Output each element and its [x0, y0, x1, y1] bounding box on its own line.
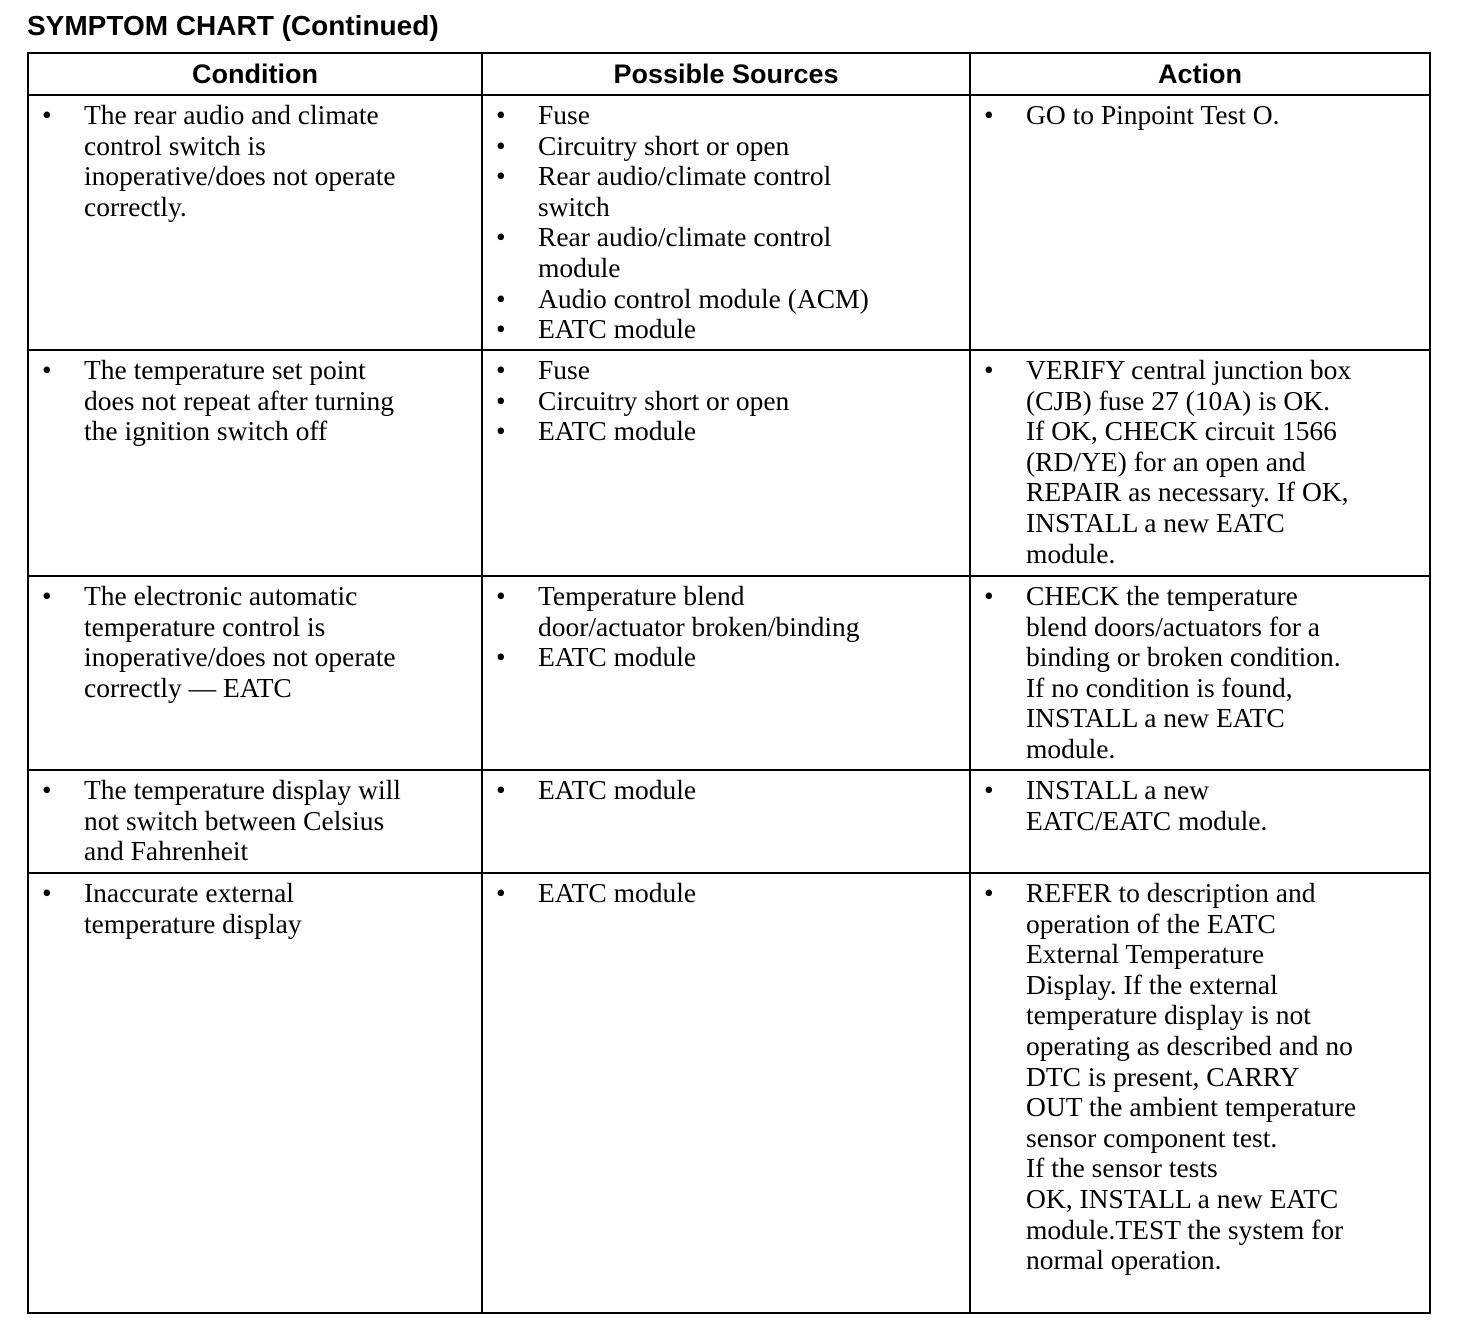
text-line: • Circuitry short or open: [538, 384, 790, 416]
bullet-item: [29, 100, 471, 222]
bullet-item: [483, 314, 959, 345]
text-line: and Fahrenheit: [84, 835, 249, 867]
text-line: • Fuse: [538, 99, 590, 130]
text-line: operating as described and no: [1026, 1029, 1353, 1061]
text-line: • Fuse: [538, 354, 590, 385]
text-line: • The electronic automatic: [84, 580, 358, 611]
text-line: normal operation.: [1026, 1244, 1222, 1276]
text-line: • EATC module: [538, 877, 697, 908]
table-row: [28, 576, 1430, 770]
bullet-item: [29, 775, 471, 867]
text-line: • Temperature blend: [538, 580, 745, 611]
text-line: • The temperature set point: [84, 354, 366, 385]
bullet-item: [483, 775, 959, 806]
text-line: binding or broken condition.: [1026, 641, 1341, 673]
condition-cell: [28, 350, 482, 576]
text-line: temperature control is: [84, 610, 326, 642]
text-line: module: [538, 251, 621, 283]
condition-cell: [28, 576, 482, 770]
bullet-item: [29, 581, 471, 703]
bullet-item: [483, 581, 959, 642]
text-line: • EATC module: [538, 641, 697, 673]
bullet-item: [971, 775, 1419, 836]
text-line: • REFER to description and: [1026, 877, 1316, 908]
bullet-list: [971, 96, 1429, 131]
text-line: INSTALL a new EATC: [1026, 506, 1285, 538]
condition-cell: [28, 95, 482, 350]
text-line: REPAIR as necessary. If OK,: [1026, 476, 1349, 508]
text-line: (CJB) fuse 27 (10A) is OK.: [1026, 384, 1331, 416]
text-line: • GO to Pinpoint Test O.: [1026, 99, 1280, 130]
text-line: External Temperature: [1026, 938, 1265, 970]
text-line: door/actuator broken/binding: [538, 610, 860, 642]
possible-sources-cell: [482, 873, 970, 1313]
bullet-list: [971, 351, 1429, 569]
bullet-item: [483, 355, 959, 386]
bullet-item: [971, 100, 1419, 131]
bullet-list: [29, 577, 481, 703]
text-line: module.: [1026, 537, 1116, 569]
text-line: temperature display: [84, 907, 302, 939]
text-line: INSTALL a new EATC: [1026, 702, 1285, 734]
text-line: • EATC module: [538, 313, 697, 345]
bullet-item: [971, 878, 1419, 1276]
bullet-item: [483, 161, 959, 222]
bullet-item: [483, 416, 959, 447]
bullet-list: [971, 577, 1429, 765]
action-cell: [970, 350, 1430, 576]
text-line: does not repeat after turning: [84, 384, 395, 416]
text-line: module.TEST the system for: [1026, 1213, 1344, 1245]
bullet-list: [483, 874, 969, 909]
bullet-item: [483, 878, 959, 909]
text-line: OK, INSTALL a new EATC: [1026, 1182, 1339, 1214]
condition-cell: [28, 770, 482, 873]
bullet-item: [29, 878, 471, 939]
text-line: DTC is present, CARRY: [1026, 1060, 1300, 1092]
table-row: [28, 770, 1430, 873]
action-cell: [970, 95, 1430, 350]
text-line: • The rear audio and climate: [84, 99, 379, 130]
text-line: (RD/YE) for an open and: [1026, 445, 1306, 477]
bullet-item: [483, 386, 959, 417]
text-line: • VERIFY central junction box: [1026, 354, 1352, 385]
text-line: temperature display is not: [1026, 999, 1311, 1031]
text-line: If no condition is found,: [1026, 671, 1293, 703]
bullet-list: [971, 771, 1429, 836]
header-action: Action: [970, 53, 1430, 95]
header-condition: Condition: [28, 53, 482, 95]
bullet-item: [971, 581, 1419, 765]
table-row: [28, 350, 1430, 576]
bullet-list: [29, 96, 481, 222]
text-line: • The temperature display will: [84, 774, 401, 805]
possible-sources-cell: [482, 770, 970, 873]
action-cell: [970, 873, 1430, 1313]
header-row: [28, 53, 1430, 95]
bullet-list: [483, 96, 969, 345]
text-line: EATC/EATC module.: [1026, 804, 1268, 836]
text-line: blend doors/actuators for a: [1026, 610, 1321, 642]
text-line: switch: [538, 190, 610, 222]
text-line: the ignition switch off: [84, 415, 328, 447]
text-line: • Rear audio/climate control: [538, 221, 832, 253]
text-line: • EATC module: [538, 774, 697, 805]
bullet-list: [29, 351, 481, 447]
text-line: not switch between Celsius: [84, 804, 385, 836]
bullet-list: [483, 351, 969, 447]
text-line: module.: [1026, 732, 1116, 764]
text-line: • Inaccurate external: [84, 877, 294, 908]
text-line: Display. If the external: [1026, 968, 1278, 1000]
text-line: • INSTALL a new: [1026, 774, 1210, 805]
text-line: inoperative/does not operate: [84, 160, 396, 192]
bullet-list: [483, 577, 969, 673]
table-row: [28, 95, 1430, 350]
text-line: OUT the ambient temperature: [1026, 1091, 1357, 1123]
text-line: If OK, CHECK circuit 1566: [1026, 415, 1337, 447]
text-line: correctly.: [84, 190, 187, 222]
bullet-list: [971, 874, 1429, 1276]
bullet-item: [483, 131, 959, 162]
text-line: inoperative/does not operate: [84, 641, 396, 673]
bullet-item: [483, 284, 959, 315]
possible-sources-cell: [482, 576, 970, 770]
bullet-item: [971, 355, 1419, 569]
possible-sources-cell: [482, 350, 970, 576]
bullet-item: [483, 642, 959, 673]
action-cell: [970, 770, 1430, 873]
text-line: • EATC module: [538, 415, 697, 447]
symptom-chart-table: [27, 52, 1431, 1314]
text-line: If the sensor tests: [1026, 1152, 1218, 1184]
bullet-item: [29, 355, 471, 447]
page-title: SYMPTOM CHART (Continued): [27, 10, 439, 41]
text-line: control switch is: [84, 129, 266, 161]
text-line: sensor component test.: [1026, 1121, 1278, 1153]
header-possible-sources: Possible Sources: [482, 53, 970, 95]
condition-cell: [28, 873, 482, 1313]
bullet-list: [29, 771, 481, 867]
text-line: • CHECK the temperature: [1026, 580, 1298, 611]
text-line: • Rear audio/climate control: [538, 160, 832, 192]
text-line: correctly — EATC: [84, 671, 292, 703]
text-line: • Audio control module (ACM): [538, 282, 869, 314]
bullet-list: [483, 771, 969, 806]
bullet-item: [483, 100, 959, 131]
action-cell: [970, 576, 1430, 770]
bullet-item: [483, 222, 959, 283]
possible-sources-cell: [482, 95, 970, 350]
table-row: [28, 873, 1430, 1313]
text-line: operation of the EATC: [1026, 907, 1276, 939]
text-line: • Circuitry short or open: [538, 129, 790, 161]
bullet-list: [29, 874, 481, 939]
